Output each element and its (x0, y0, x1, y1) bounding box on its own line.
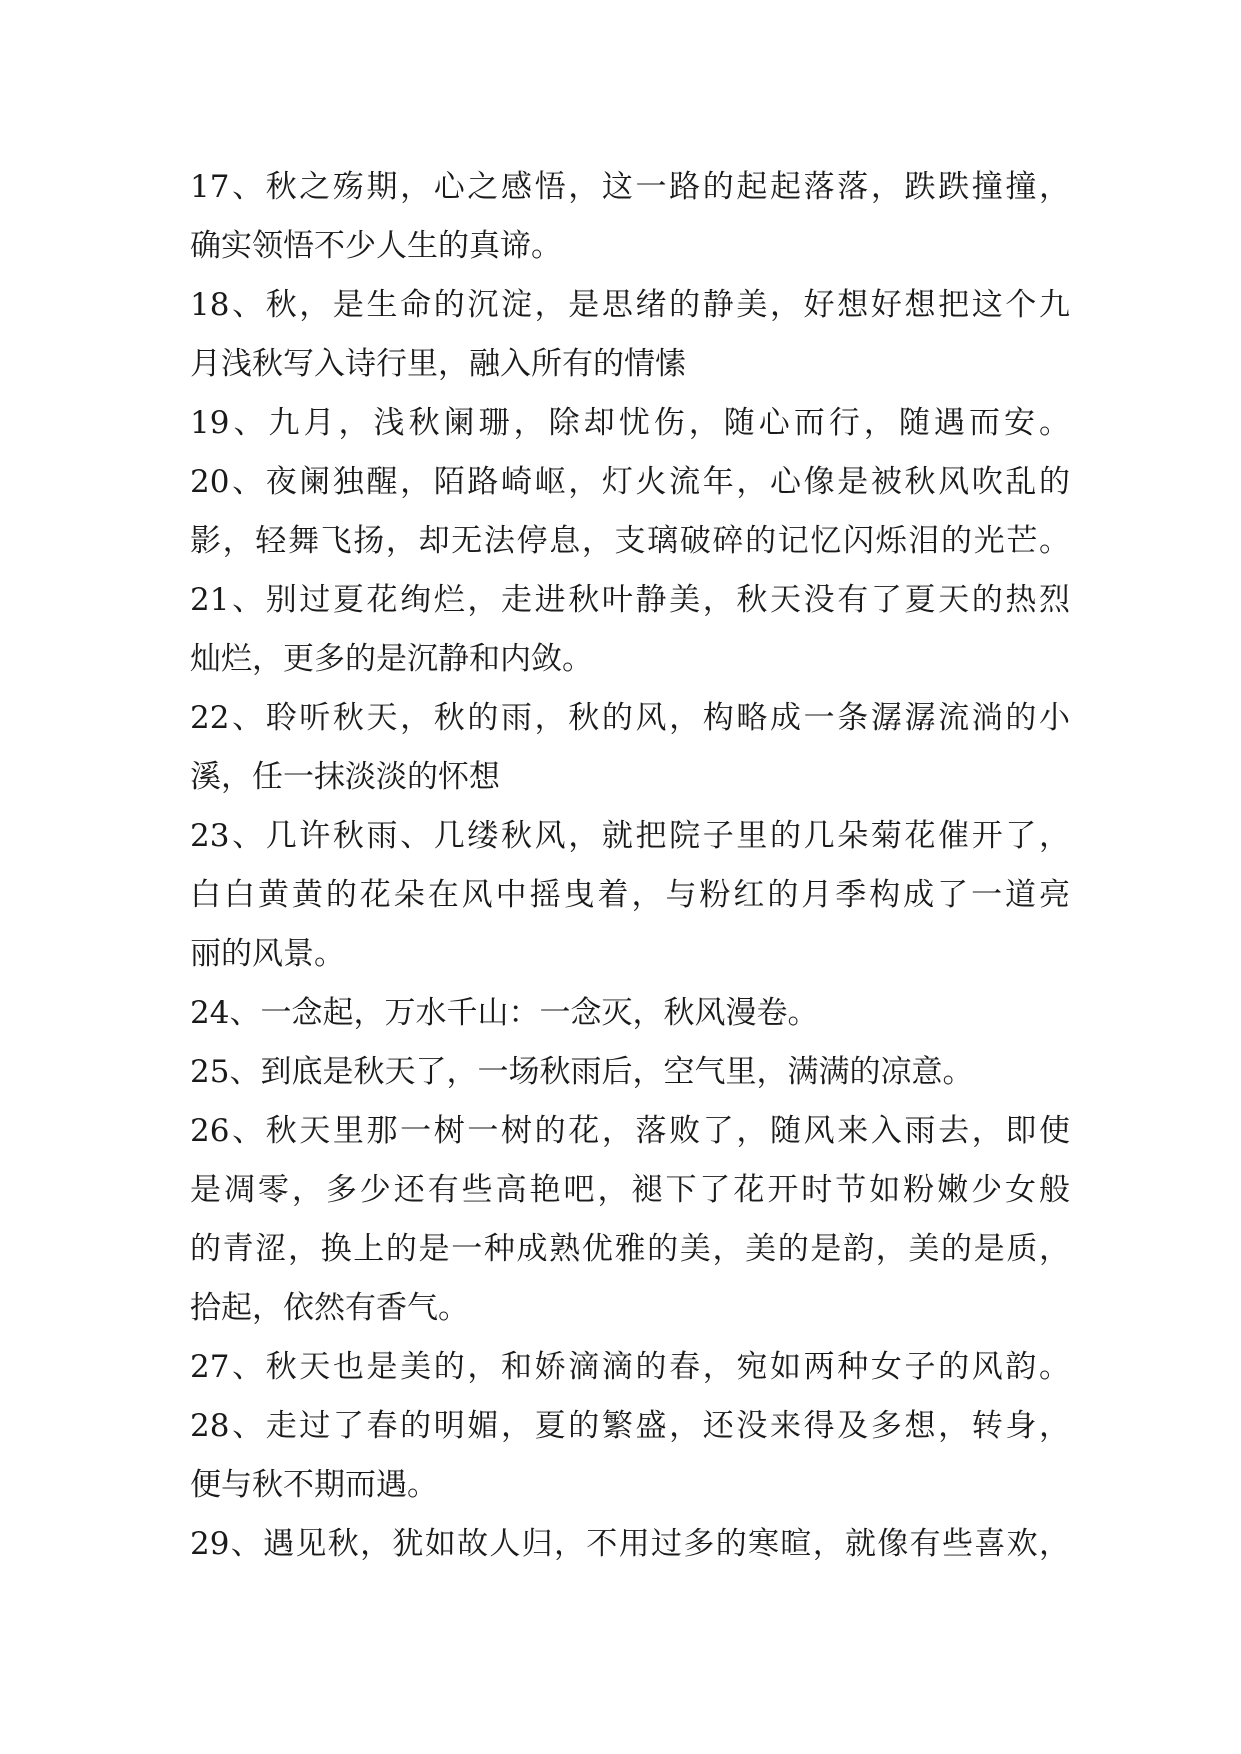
text-line: 27、秋天也是美的，和娇滴滴的春，宛如两种女子的风韵。 (190, 1349, 1070, 1385)
text-line: 19、九月，浅秋阑珊，除却忧伤，随心而行，随遇而安。 (190, 405, 1070, 441)
text-line: 29、遇见秋，犹如故人归，不用过多的寒暄，就像有些喜欢， (190, 1526, 1070, 1562)
text-line: 的青涩，换上的是一种成熟优雅的美，美的是韵，美的是质， (190, 1231, 1070, 1267)
text-line: 23、几许秋雨、几缕秋风，就把院子里的几朵菊花催开了， (190, 818, 1070, 854)
text-line: 28、走过了春的明媚，夏的繁盛，还没来得及多想，转身， (190, 1408, 1070, 1444)
text-line: 确实领悟不少人生的真谛。 (190, 228, 562, 264)
text-line: 24、一念起，万水千山：一念灭，秋风漫卷。 (190, 995, 819, 1031)
text-line: 拾起，依然有香气。 (190, 1290, 469, 1326)
text-line: 17、秋之殇期，心之感悟，这一路的起起落落，跌跌撞撞， (190, 169, 1070, 205)
text-line: 溪，任一抹淡淡的怀想 (190, 759, 500, 795)
text-line: 月浅秋写入诗行里，融入所有的情愫 (190, 346, 686, 382)
text-line: 白白黄黄的花朵在风中摇曳着，与粉红的月季构成了一道亮 (190, 877, 1070, 913)
text-line: 21、别过夏花绚烂，走进秋叶静美，秋天没有了夏天的热烈 (190, 582, 1070, 618)
text-line: 便与秋不期而遇。 (190, 1467, 438, 1503)
text-line: 22、聆听秋天，秋的雨，秋的风，构略成一条潺潺流淌的小 (190, 700, 1070, 736)
text-line: 18、秋，是生命的沉淀，是思绪的静美，好想好想把这个九 (190, 287, 1070, 323)
text-line: 26、秋天里那一树一树的花，落败了，随风来入雨去，即使 (190, 1113, 1070, 1149)
document-body (190, 158, 1070, 1574)
text-line: 25、到底是秋天了，一场秋雨后，空气里，满满的凉意。 (190, 1054, 974, 1090)
text-line: 20、夜阑独醒，陌路崎岖，灯火流年，心像是被秋风吹乱的 (190, 464, 1070, 500)
text-line: 丽的风景。 (190, 936, 345, 972)
text-line: 影，轻舞飞扬，却无法停息，支璃破碎的记忆闪烁泪的光芒。 (190, 523, 1070, 559)
text-line: 灿烂，更多的是沉静和内敛。 (190, 641, 593, 677)
text-line: 是凋零，多少还有些高艳吧，褪下了花开时节如粉嫩少女般 (190, 1172, 1070, 1208)
